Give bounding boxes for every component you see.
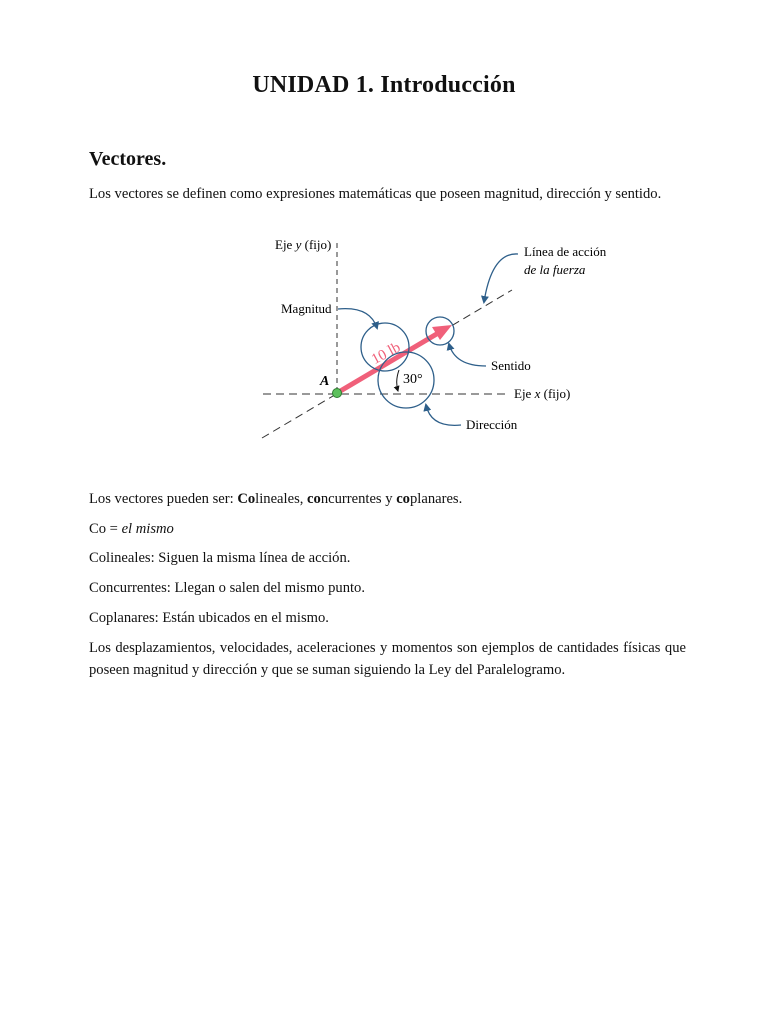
definition-collinear: Colineales: Siguen la misma línea de acción. xyxy=(89,550,351,566)
point-a-dot xyxy=(333,389,342,398)
direction-label: Dirección xyxy=(466,417,518,432)
force-value-label: 10 lb xyxy=(368,339,404,368)
definition-coplanar: Coplanares: Están ubicados en el mismo. xyxy=(89,610,329,626)
direction-pointer xyxy=(426,405,461,425)
closing-paragraph: Los desplazamientos, velocidades, aceleraciones y momentos son ejemplos de cantidades físicas que poseen magnitud y dirección y que se suman siguiendo la Ley del Paralelogramo. xyxy=(89,640,686,678)
x-axis-label: Eje x (fijo) xyxy=(514,386,571,401)
line-of-action-label-italic: de la fuerza xyxy=(524,262,586,277)
point-a-label: A xyxy=(320,374,330,389)
page-title: UNIDAD 1. Introducción xyxy=(252,72,516,98)
co-definition: Co = el mismo xyxy=(89,521,174,537)
line-of-action-label: Línea de acción xyxy=(524,244,607,259)
vector-types-paragraph: Los vectores pueden ser: Colineales, concurrentes y coplanares. xyxy=(89,491,463,507)
magnitude-label: Magnitud xyxy=(281,301,332,316)
y-axis-label: Eje y (fijo) xyxy=(275,237,332,252)
force-vector xyxy=(337,332,440,393)
intro-paragraph: Los vectores se definen como expresiones matemáticas que poseen magnitud, dirección y sentido. xyxy=(89,186,662,202)
line-of-action-pointer xyxy=(484,254,518,302)
definition-concurrent: Concurrentes: Llegan o salen del mismo punto. xyxy=(89,580,366,596)
angle-label: 30° xyxy=(403,372,423,387)
magnitude-pointer xyxy=(338,309,377,328)
angle-arc xyxy=(397,370,399,391)
sense-label: Sentido xyxy=(491,358,531,373)
vector-diagram xyxy=(0,0,768,460)
section-heading: Vectores. xyxy=(89,148,167,170)
sense-pointer xyxy=(449,344,486,366)
